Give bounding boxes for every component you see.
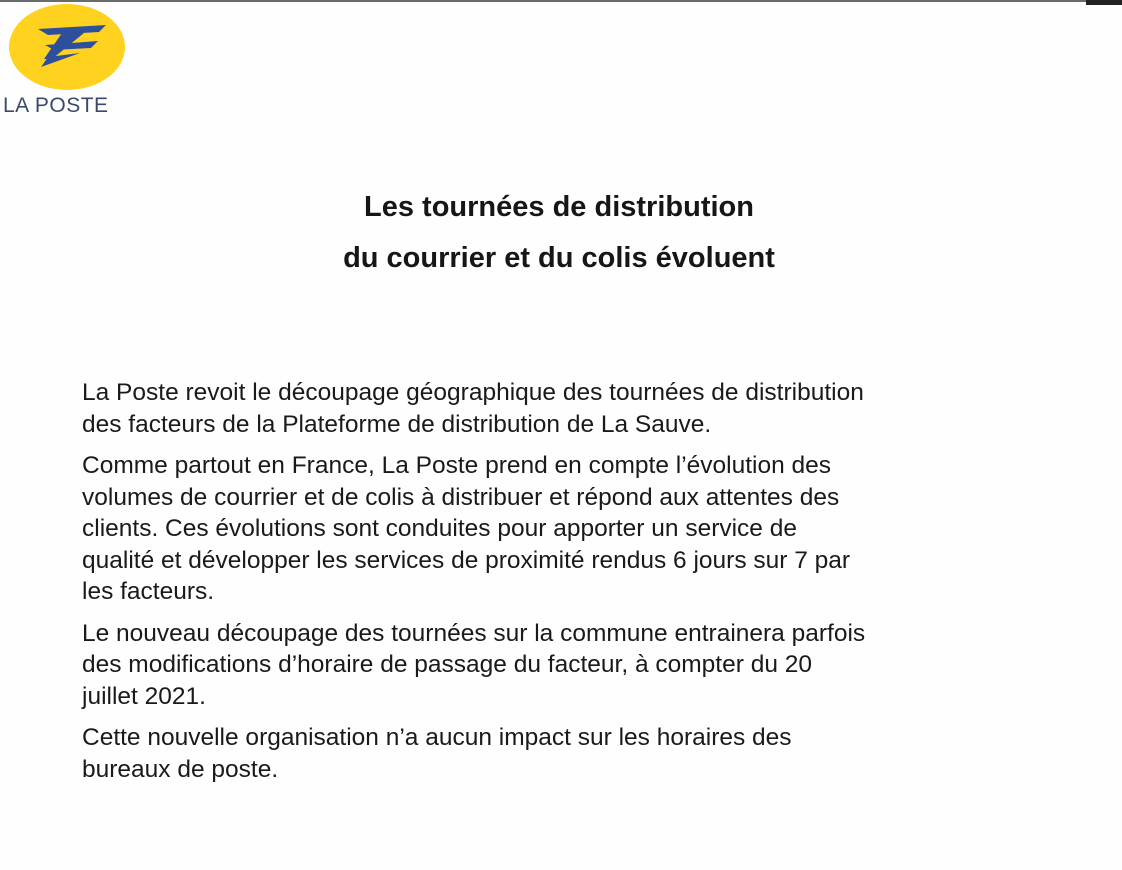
page-title [0, 182, 1118, 284]
paragraph-line: des modifications d’horaire de passage du facteur, à compter du 20 [82, 651, 812, 678]
paragraph-line: juillet 2021. [82, 682, 206, 710]
paragraph-line: les facteurs. [82, 578, 215, 605]
paragraph-line: Le nouveau découpage des tournées sur la commune entrainera parfois [82, 619, 866, 647]
paragraph-line: Cette nouvelle organisation n’a aucun impact sur les horaires des [82, 724, 792, 751]
paragraph-2 [82, 450, 1082, 608]
paragraph-3 [82, 618, 1082, 713]
paragraph-4 [82, 722, 1082, 785]
top-border-line [0, 0, 1122, 2]
paragraph-line: volumes de courrier et de colis à distribuer et répond aux attentes des [82, 483, 840, 511]
logo-brand-text: LA POSTE [3, 94, 109, 117]
la-poste-logo [0, 0, 140, 125]
la-poste-bird-icon [8, 3, 126, 91]
paragraph-line: bureaux de poste. [82, 755, 279, 783]
body-text [82, 377, 1082, 795]
paragraph-1 [82, 377, 1082, 440]
title-line-2: du courrier et du colis évoluent [343, 242, 775, 274]
paragraph-line: clients. Ces évolutions sont conduites pour apporter un service de [82, 515, 797, 542]
paragraph-line: La Poste revoit le découpage géographique des tournées de distribution [82, 379, 864, 406]
paragraph-line: qualité et développer les services de proximité rendus 6 jours sur 7 par [82, 546, 851, 574]
paragraph-line: des facteurs de la Plateforme de distribution de La Sauve. [82, 410, 712, 438]
title-line-1: Les tournées de distribution [364, 191, 754, 223]
paragraph-line: Comme partout en France, La Poste prend en compte l’évolution des [82, 452, 832, 479]
scan-corner-mark [1086, 0, 1122, 5]
